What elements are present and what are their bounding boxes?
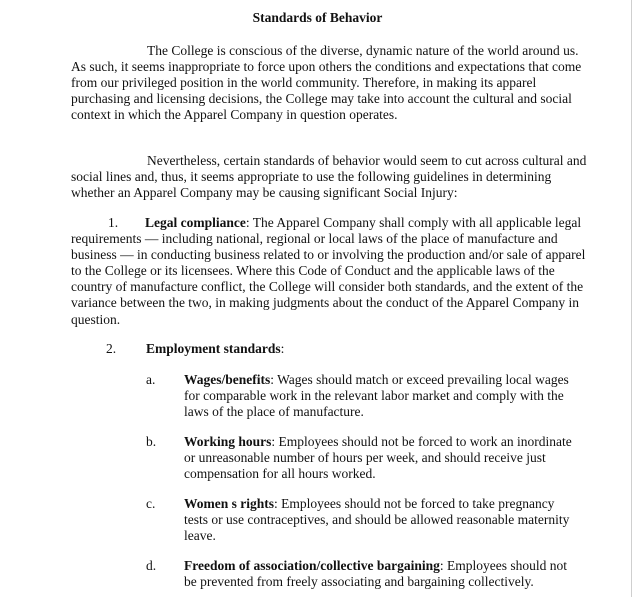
list-item-working-hours [184, 434, 579, 482]
list-item-letter: b. [146, 434, 157, 449]
page-edge-divider [631, 0, 632, 597]
intro-paragraph-text: The College is conscious of the diverse, dynamic nature of the world around us. As such, it seems inappropriate to force upon others the conditions and expectations that come from our privileged position in the world community. Therefore, in making its apparel purchasing and licensing decisions, the College may take into account the cultural and social context in which the Apparel Company in question operates. [71, 43, 582, 123]
list-item-heading: Wages/benefits [184, 372, 271, 387]
intro-paragraph [71, 43, 591, 123]
list-item-letter: a. [146, 372, 156, 387]
section-heading-colon: : [280, 341, 285, 356]
section-heading: Legal compliance [145, 215, 246, 230]
section-legal-compliance [71, 215, 591, 328]
list-item-womens-rights [184, 496, 579, 544]
page-title: Standards of Behavior [252, 10, 383, 25]
section-number: 1. [108, 215, 119, 230]
list-item-text: : Employees should not be forced to work an inordinate or unreasonable number of hours per week, and should receive just compensation for all hours worked. [184, 434, 572, 481]
list-item-heading: Working hours [184, 434, 272, 449]
guidelines-paragraph-text: Nevertheless, certain standards of behavior would seem to cut across cultural and social lines and, thus, it seems appropriate to use the following guidelines in determining whether an Apparel Company may be causing significant Social Injury: [71, 153, 587, 201]
section-text: : The Apparel Company shall comply with all applicable legal requirements — including national, regional or local laws of the place of manufacture and business — in conducting business related to or involving the production and/or sale of apparel to the College or its licensees. Where this Code of Conduct and the applicable laws of the country of manufacture conflict, the College will consider both standards, and the extent of the variance between the two, in making judgments about the conduct of the Apparel Company in question. [71, 215, 586, 327]
list-item-heading: Women s rights [184, 496, 275, 511]
list-item-letter: d. [146, 558, 157, 573]
list-item-text: : Employees should not be prevented from freely associating and bargaining collectively. [184, 558, 567, 589]
list-item-text: : Employees should not be forced to take pregnancy tests or use contraceptives, and should be allowed reasonable maternity leave. [184, 496, 570, 543]
list-item-text: : Wages should match or exceed prevailing local wages for comparable work in the relevant labor market and comply with the laws of the place of manufacture. [184, 372, 569, 419]
section-heading: Employment standards [146, 341, 281, 356]
guidelines-paragraph [71, 153, 591, 201]
section-employment-standards [106, 341, 284, 357]
list-item-freedom-of-association [184, 558, 579, 590]
section-number: 2. [106, 341, 117, 356]
list-item-wages [184, 372, 579, 420]
list-item-letter: c. [146, 496, 156, 511]
list-item-heading: Freedom of association/collective bargaining [184, 558, 440, 573]
